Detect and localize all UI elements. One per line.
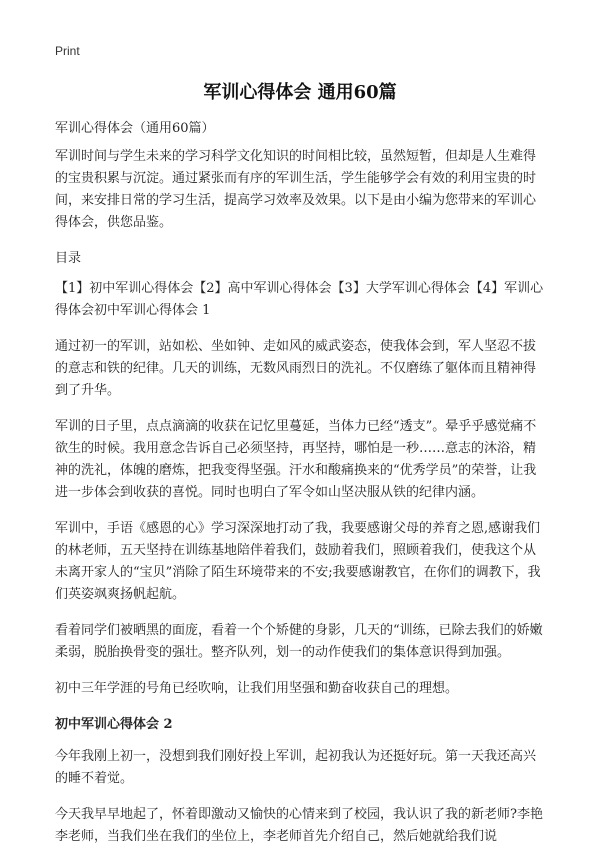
section1-paragraph-3: 军训中，手语《感恩的心》学习深深地打动了我，我要感谢父母的养育之恩,感谢我们的林老师，五天坚持在训练基地陪伴着我们，鼓励着我们，照顾着我们，使我这个从未离开家人的“宝贝”消除了陌生环境带来的不安;我要感谢教官，在你们的调教下，我们英姿飒爽扬帆起航。 <box>55 521 541 602</box>
section1-paragraph-4: 看着同学们被晒黑的面庞，看着一个个矫健的身影，几天的“训练，已除去我们的娇嫩柔弱，脱胎换骨变的强壮。整齐队列，划一的动作使我们的集体意识得到加强。 <box>55 623 543 660</box>
section2-paragraph-2: 今天我早早地起了，怀着即激动又愉快的心情来到了校园，我认识了我的新老师?李艳李老师，当我们坐在我们的坐位上，李老师首先介绍自己，然后她就给我们说 <box>55 807 543 844</box>
section2-paragraph-1: 今年我刚上初一，没想到我们刚好投上军训，起初我认为还挺好玩。第一天我还高兴的睡不着觉。 <box>55 749 537 786</box>
print-link[interactable]: Print <box>55 44 80 58</box>
section1-paragraph-2: 军训的日子里，点点滴滴的收获在记忆里蔓延，当体力已经“透支”。晕乎乎感觉痛不欲生的时候。我用意念告诉自己必须坚持，再坚持，哪怕是一秒……意志的沐浴，精神的洗礼，体魄的磨炼，把我变得坚强。汗水和酸痛换来的“优秀学员”的荣誉，让我进一步体会到收获的喜悦。同时也明白了军令如山坚决服从铁的纪律内涵。 <box>55 419 537 500</box>
article-body <box>55 118 545 862</box>
section1-paragraph-1: 通过初一的军训，站如松、坐如钟、走如风的威武姿态，使我体会到，军人坚忍不拔的意志和铁的纪律。几天的训练，无数风雨烈日的洗礼。不仅磨练了躯体而且精神得到了升华。 <box>55 339 537 398</box>
intro-paragraph: 军训时间与学生未来的学习科学文化知识的时间相比较，虽然短暂，但却是人生难得的宝贵积累与沉淀。通过紧张而有序的军训生活，学生能够学会有效的利用宝贵的时间，来安排日常的学习生活，提高学习效率及效果。以下是由小编为您带来的军训心得体会，供您品鉴。 <box>55 149 537 230</box>
section2-heading: 初中军训心得体会 2 <box>55 717 173 732</box>
toc-label: 目录 <box>55 251 82 266</box>
section1-paragraph-5: 初中三年学涯的号角已经吹响，让我们用坚强和勤奋收获自己的理想。 <box>55 681 459 696</box>
article-subtitle: 军训心得体会（通用60篇） <box>55 121 215 136</box>
toc-entries: 【1】初中军训心得体会【2】高中军训心得体会【3】大学军训心得体会【4】军训心得体会初中军训心得体会 1 <box>55 281 544 318</box>
page-title: 军训心得体会 通用60篇 <box>203 82 397 103</box>
